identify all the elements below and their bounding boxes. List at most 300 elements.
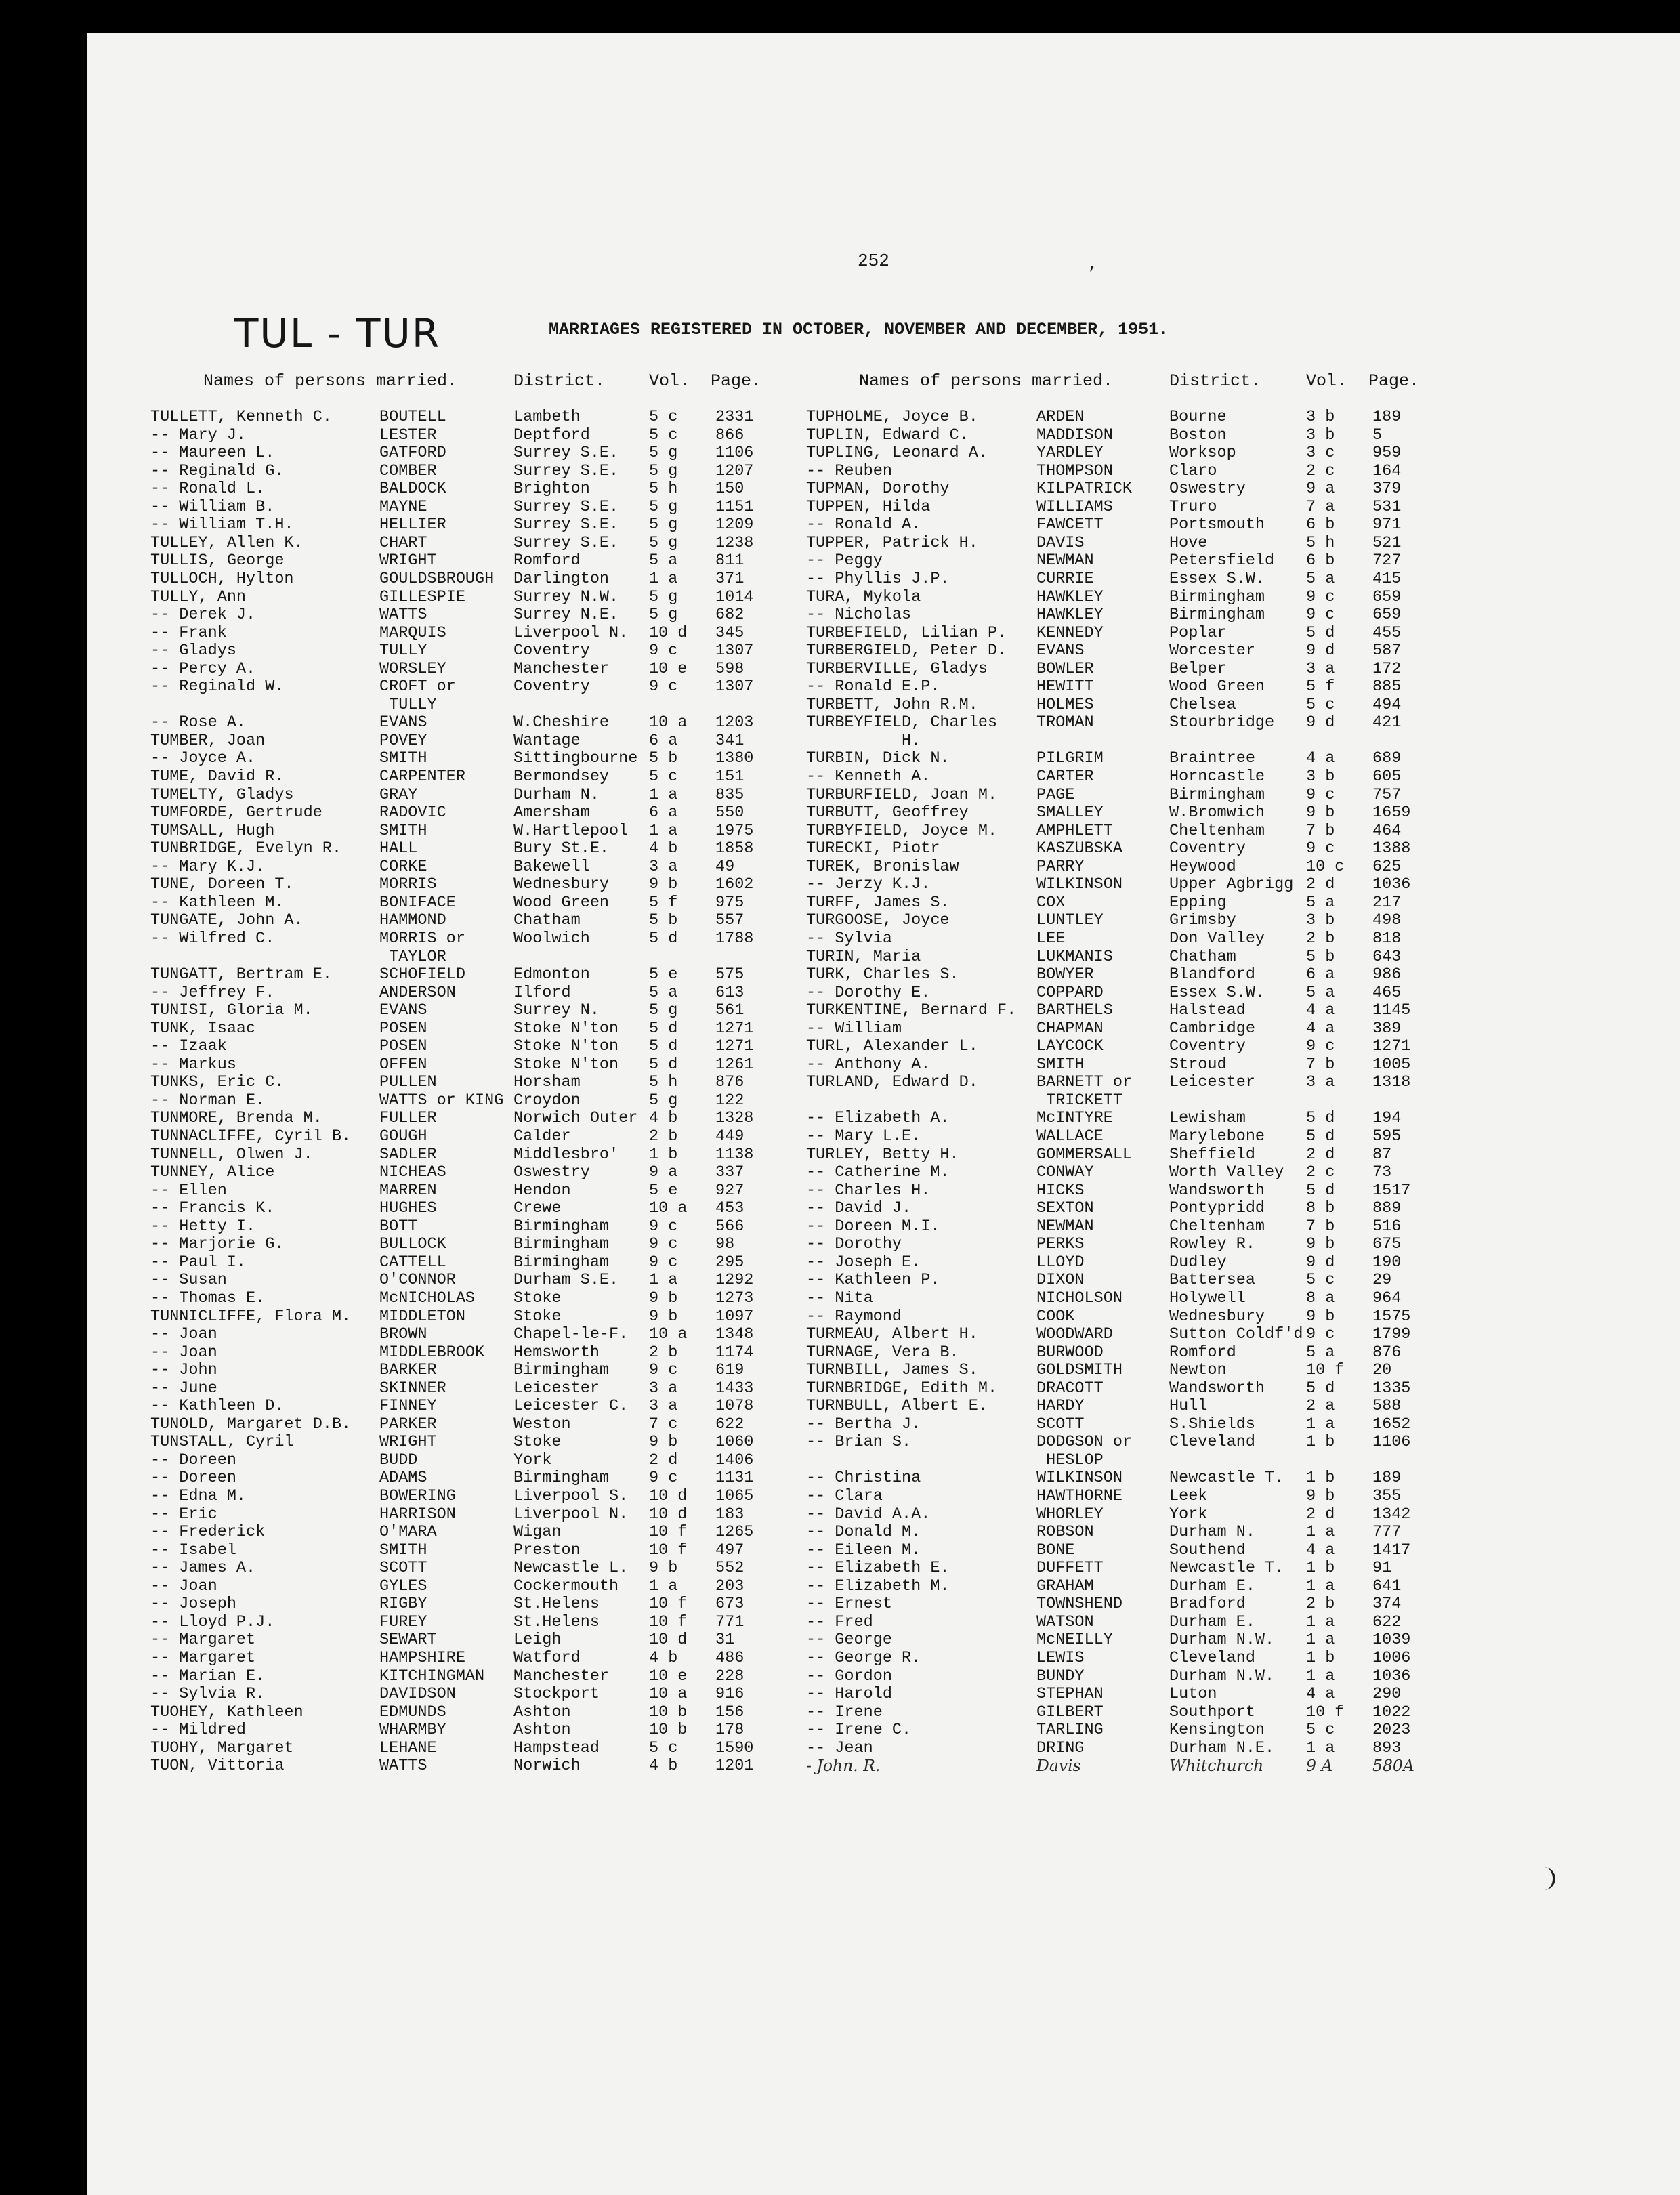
left-header-name: Names of persons married. — [203, 371, 458, 391]
entry-district: Blandford — [1169, 965, 1255, 984]
entry-volume: 10 b — [649, 1702, 688, 1721]
entry-volume: 2 d — [1306, 1505, 1335, 1524]
entry-volume: 9 d — [1306, 1253, 1335, 1272]
entry-spouse-surname: BARTHELS — [1036, 1001, 1113, 1020]
entry-name: TUON, Vittoria — [150, 1757, 285, 1776]
entry-name: -- Eric — [150, 1505, 217, 1524]
entry-page: 295 — [715, 1253, 744, 1272]
entry-spouse-surname: FULLER — [379, 1109, 437, 1128]
entry-district: Romford — [1169, 1343, 1236, 1362]
entry-spouse-surname: GILLESPIE — [379, 587, 465, 606]
entry-district: Coventry — [1169, 839, 1246, 858]
entry-page: 498 — [1372, 911, 1402, 930]
entry-spouse-surname: GATFORD — [379, 444, 446, 463]
entry-district: Coventry — [513, 642, 590, 661]
entry-spouse-surname: SMITH — [379, 749, 427, 768]
entry-page: 622 — [1372, 1612, 1402, 1631]
entry-district: Edmonton — [513, 965, 590, 984]
entry-page: 178 — [715, 1721, 744, 1740]
entry-volume: 5 h — [649, 480, 678, 499]
entry-name: TURNAGE, Vera B. — [806, 1343, 959, 1362]
entry-spouse-surname: WATTS — [379, 606, 427, 625]
entry-volume: 5 d — [1306, 1109, 1335, 1128]
entry-volume: 9 b — [649, 1433, 678, 1452]
entry-page: 916 — [715, 1685, 744, 1704]
entry-district: Birmingham — [513, 1253, 610, 1272]
entry-name: -- Kathleen D. — [150, 1397, 285, 1416]
entry-spouse-surname: MARQUIS — [379, 623, 446, 642]
entry-district: Durham E. — [1169, 1576, 1255, 1595]
entry-volume: 4 b — [649, 839, 678, 858]
entry-volume: 3 b — [1306, 768, 1335, 786]
entry-name: TULLIS, George — [150, 551, 285, 570]
entry-name: TURGOOSE, Joyce — [806, 911, 950, 930]
entry-page: 183 — [715, 1505, 744, 1524]
entry-name: -- Joyce A. — [150, 749, 256, 768]
entry-spouse-surname: DRACOTT — [1036, 1379, 1104, 1398]
entry-page: 659 — [1372, 587, 1402, 606]
entry-spouse-surname: MARREN — [379, 1181, 437, 1200]
entry-volume: 5 d — [649, 929, 678, 948]
entry-district: Surrey S.E. — [513, 461, 619, 480]
entry-page: 337 — [715, 1163, 744, 1182]
entry-name: -- Mary L.E. — [806, 1127, 921, 1146]
entry-name: TURNBRIDGE, Edith M. — [806, 1379, 998, 1398]
entry-district: Dudley — [1169, 1253, 1227, 1272]
entry-district: Cleveland — [1169, 1433, 1255, 1452]
entry-page: 727 — [1372, 551, 1402, 570]
entry-name: -- John — [150, 1361, 217, 1380]
entry-name: -- Joan — [150, 1343, 217, 1362]
entry-volume: 5 a — [1306, 569, 1335, 588]
entry-name: -- Ronald L. — [150, 480, 266, 499]
entry-district: W.Bromwich — [1169, 803, 1265, 822]
entry-spouse-surname: BULLOCK — [379, 1235, 446, 1254]
entry-page: 557 — [715, 911, 744, 930]
entry-page: 598 — [715, 659, 744, 678]
entry-page: 1106 — [715, 444, 754, 463]
entry-district: Norwich Outer — [513, 1109, 638, 1128]
entry-name: -- Reginald G. — [150, 461, 285, 480]
entry-name: -- Catherine M. — [806, 1163, 950, 1182]
entry-page: 1307 — [715, 642, 754, 661]
entry-name: -- Fred — [806, 1612, 873, 1631]
entry-spouse-surname: GOLDSMITH — [1036, 1361, 1122, 1380]
entry-name: TUNGATT, Bertram E. — [150, 965, 332, 984]
entry-district: Ashton — [513, 1721, 571, 1740]
entry-volume: 9 c — [1306, 606, 1335, 625]
entry-district: Halstead — [1169, 1001, 1246, 1020]
entry-page: 1151 — [715, 497, 754, 516]
index-initials: TUL - TUR — [234, 310, 441, 356]
entry-name: TUME, David R. — [150, 768, 285, 786]
entry-spouse-surname: SMITH — [379, 1541, 427, 1560]
entry-volume: 10 f — [649, 1523, 688, 1542]
entry-page: 550 — [715, 803, 744, 822]
entry-name: -- Doreen M.I. — [806, 1217, 940, 1236]
entry-page: 156 — [715, 1702, 744, 1721]
entry-name: -- Dorothy E. — [806, 983, 931, 1002]
entry-page: 164 — [1372, 461, 1402, 480]
left-header-page: Page. — [711, 371, 762, 391]
entry-spouse-surname: BONIFACE — [379, 893, 456, 912]
entry-page: 1406 — [715, 1450, 754, 1469]
entry-spouse-surname: NEWMAN — [1036, 551, 1094, 570]
entry-name: -- Nicholas — [806, 606, 912, 625]
entry-page: 150 — [715, 480, 744, 499]
entry-spouse-surname: STEPHAN — [1036, 1685, 1104, 1704]
entry-district: Watford — [513, 1648, 581, 1667]
entry-name: TURIN, Maria — [806, 947, 921, 966]
entry-district: St.Helens — [513, 1612, 600, 1631]
entry-volume: 5 h — [649, 1073, 678, 1092]
entry-spouse-surname: GOULDSBROUGH — [379, 569, 495, 588]
entry-page: 580A — [1372, 1756, 1414, 1776]
entry-name: TUNMORE, Brenda M. — [150, 1109, 322, 1128]
entry-name: -- Bertha J. — [806, 1415, 921, 1434]
entry-spouse-surname: BOWLER — [1036, 659, 1094, 678]
entry-spouse-surname: KENNEDY — [1036, 623, 1104, 642]
entry-district: Bury St.E. — [513, 839, 610, 858]
entry-spouse-surname: SMALLEY — [1036, 803, 1104, 822]
entry-page: 1203 — [715, 713, 754, 732]
entry-spouse-surname: EVANS — [1036, 642, 1085, 661]
entry-name: -- Markus — [150, 1055, 236, 1074]
entry-district: Durham N. — [513, 785, 600, 804]
entry-spouse-surname: TAYLOR — [379, 947, 446, 966]
entry-spouse-surname: PAGE — [1036, 785, 1075, 804]
entry-volume: 2 d — [1306, 875, 1335, 894]
entry-page: 1659 — [1372, 803, 1411, 822]
entry-page: 1271 — [715, 1019, 754, 1038]
entry-name: -- Margaret — [150, 1648, 256, 1667]
entry-page: 189 — [1372, 408, 1402, 426]
entry-name: -- Mildred — [150, 1721, 247, 1740]
entry-page: 1078 — [715, 1397, 754, 1416]
entry-district: Stoke — [513, 1289, 562, 1308]
entry-page: 1575 — [1372, 1307, 1411, 1326]
entry-spouse-surname: SADLER — [379, 1145, 437, 1164]
entry-name: -- Frederick — [150, 1523, 266, 1542]
entry-spouse-surname: KILPATRICK — [1036, 480, 1133, 499]
entry-spouse-surname: O'CONNOR — [379, 1271, 456, 1290]
entry-district: Durham S.E. — [513, 1271, 619, 1290]
entry-name: -- Nita — [806, 1289, 873, 1308]
entry-district: Grimsby — [1169, 911, 1236, 930]
entry-volume: 9 b — [1306, 1307, 1335, 1326]
margin-mark — [1540, 1867, 1555, 1890]
entry-page: 453 — [715, 1199, 744, 1218]
entry-name: - John. R. — [806, 1756, 881, 1776]
entry-district: Stoke N'ton — [513, 1019, 619, 1038]
entry-district: Birmingham — [1169, 587, 1265, 606]
entry-page: 964 — [1372, 1289, 1402, 1308]
entry-spouse-surname: HAMPSHIRE — [379, 1648, 465, 1667]
entry-page: 1590 — [715, 1738, 754, 1757]
entry-spouse-surname: EVANS — [379, 1001, 427, 1020]
entry-page: 587 — [1372, 642, 1402, 661]
entry-district: Wednesbury — [513, 875, 610, 894]
entry-name: TURA, Mykola — [806, 587, 921, 606]
entry-spouse-surname: BOWYER — [1036, 965, 1094, 984]
entry-name: TUMELTY, Gladys — [150, 785, 294, 804]
entry-spouse-surname: WHARMBY — [379, 1721, 446, 1740]
entry-volume: 5 d — [649, 1055, 678, 1074]
entry-name: -- Ronald A. — [806, 516, 921, 535]
entry-volume: 5 d — [1306, 1181, 1335, 1200]
entry-district: Coventry — [513, 677, 590, 696]
entry-name: -- Jerzy K.J. — [806, 875, 931, 894]
entry-name: -- Jean — [806, 1738, 873, 1757]
entry-district: Hemsworth — [513, 1343, 600, 1362]
entry-name: TURLAND, Edward D. — [806, 1073, 978, 1092]
entry-name: -- Reginald W. — [150, 677, 285, 696]
entry-district: Bakewell — [513, 857, 590, 876]
entry-volume: 3 b — [1306, 408, 1335, 426]
entry-spouse-surname: HELLIER — [379, 516, 446, 535]
entry-district: Newcastle T. — [1169, 1559, 1284, 1578]
entry-name: TUPMAN, Dorothy — [806, 480, 950, 499]
entry-volume: 10 d — [649, 1631, 688, 1650]
entry-district: Calder — [513, 1127, 571, 1146]
entry-spouse-surname: BARNETT or — [1036, 1073, 1133, 1092]
entry-page: 986 — [1372, 965, 1402, 984]
entry-name: -- Elizabeth M. — [806, 1576, 950, 1595]
entry-page: 1307 — [715, 677, 754, 696]
entry-district: Surrey N.E. — [513, 606, 619, 625]
entry-district: Boston — [1169, 425, 1227, 444]
entry-name: -- Joan — [150, 1576, 217, 1595]
entry-page: 1602 — [715, 875, 754, 894]
entry-district: Liverpool N. — [513, 1505, 629, 1524]
entry-volume: 3 a — [1306, 659, 1335, 678]
entry-page: 595 — [1372, 1127, 1402, 1146]
entry-name: -- Norman E. — [150, 1091, 266, 1110]
entry-name: -- Susan — [150, 1271, 227, 1290]
entry-name: -- Francis K. — [150, 1199, 275, 1218]
entry-volume: 9 d — [1306, 713, 1335, 732]
entry-page: 341 — [715, 731, 744, 750]
entry-page: 659 — [1372, 606, 1402, 625]
entry-page: 619 — [715, 1361, 744, 1380]
entry-name: TURMEAU, Albert H. — [806, 1325, 978, 1344]
entry-name: TURBYFIELD, Joyce M. — [806, 821, 998, 840]
entry-volume: 5 f — [1306, 677, 1335, 696]
entry-volume: 5 c — [1306, 1271, 1335, 1290]
entry-district: Cockermouth — [513, 1576, 619, 1595]
entry-district: Wigan — [513, 1523, 562, 1542]
entry-page: 465 — [1372, 983, 1402, 1002]
entry-volume: 4 a — [1306, 1685, 1335, 1704]
entry-name: TURBEYFIELD, Charles — [806, 713, 998, 732]
entry-page: 777 — [1372, 1523, 1402, 1542]
entry-page: 552 — [715, 1559, 744, 1578]
entry-volume: 1 a — [1306, 1612, 1335, 1631]
entry-page: 455 — [1372, 623, 1402, 642]
entry-page: 1039 — [1372, 1631, 1411, 1650]
entry-district: Pontypridd — [1169, 1199, 1265, 1218]
entry-page: 622 — [715, 1415, 744, 1434]
entry-spouse-surname: KITCHINGMAN — [379, 1667, 485, 1686]
entry-name: -- Doreen — [150, 1469, 236, 1488]
entry-page: 98 — [715, 1235, 735, 1254]
entry-name: -- George R. — [806, 1648, 921, 1667]
entry-spouse-surname: WRIGHT — [379, 1433, 437, 1452]
entry-volume: 9 A — [1306, 1756, 1333, 1776]
entry-volume: 9 d — [1306, 642, 1335, 661]
entry-spouse-surname: COMBER — [379, 461, 437, 480]
entry-name: -- Maureen L. — [150, 444, 275, 463]
entry-district: Wood Green — [513, 893, 610, 912]
entry-page: 516 — [1372, 1217, 1402, 1236]
entry-spouse-surname: PARRY — [1036, 857, 1085, 876]
entry-volume: 4 b — [649, 1109, 678, 1128]
entry-volume: 3 a — [649, 1397, 678, 1416]
entry-district: Crewe — [513, 1199, 562, 1218]
entry-spouse-surname: LUKMANIS — [1036, 947, 1113, 966]
entry-volume: 3 a — [649, 857, 678, 876]
entry-spouse-surname: NEWMAN — [1036, 1217, 1094, 1236]
entry-district: Brighton — [513, 480, 590, 499]
entry-page: 464 — [1372, 821, 1402, 840]
entry-spouse-surname: WILKINSON — [1036, 1469, 1122, 1488]
entry-volume: 9 c — [1306, 785, 1335, 804]
entry-district: Wednesbury — [1169, 1307, 1265, 1326]
entry-name: TURK, Charles S. — [806, 965, 959, 984]
entry-volume: 5 g — [649, 461, 678, 480]
entry-name: -- Frank — [150, 623, 227, 642]
entry-page: 625 — [1372, 857, 1402, 876]
entry-volume: 10 e — [649, 1667, 688, 1686]
entry-page: 1380 — [715, 749, 754, 768]
entry-name: -- Lloyd P.J. — [150, 1612, 275, 1631]
entry-district: Weston — [513, 1415, 571, 1434]
entry-district: Southport — [1169, 1702, 1255, 1721]
entry-volume: 2 c — [1306, 1163, 1335, 1182]
entry-district: Don Valley — [1169, 929, 1265, 948]
entry-name: TUOHY, Margaret — [150, 1738, 294, 1757]
entry-page: 1014 — [715, 587, 754, 606]
entry-district: Birmingham — [513, 1235, 610, 1254]
entry-page: 1036 — [1372, 875, 1411, 894]
entry-page: 682 — [715, 606, 744, 625]
entry-page: 151 — [715, 768, 744, 786]
entry-district: Horsham — [513, 1073, 581, 1092]
entry-spouse-surname: WILKINSON — [1036, 875, 1122, 894]
entry-volume: 4 a — [1306, 1019, 1335, 1038]
entry-volume: 1 a — [649, 785, 678, 804]
entry-name: -- Brian S. — [806, 1433, 912, 1452]
entry-page: 20 — [1372, 1361, 1392, 1380]
entry-name: -- Irene — [806, 1702, 883, 1721]
entry-volume: 9 b — [1306, 1235, 1335, 1254]
entry-spouse-surname: OFFEN — [379, 1055, 427, 1074]
entry-name: TURBERGIELD, Peter D. — [806, 642, 1007, 661]
entry-page: 1145 — [1372, 1001, 1411, 1020]
entry-name: -- Phyllis J.P. — [806, 569, 950, 588]
entry-volume: 6 b — [1306, 516, 1335, 535]
entry-page: 673 — [715, 1595, 744, 1614]
entry-spouse-surname: EDMUNDS — [379, 1702, 446, 1721]
entry-volume: 5 g — [649, 1001, 678, 1020]
entry-page: 1265 — [715, 1523, 754, 1542]
entry-district: Cleveland — [1169, 1648, 1255, 1667]
entry-volume: 9 b — [649, 875, 678, 894]
entry-page: 818 — [1372, 929, 1402, 948]
entry-spouse-surname: POVEY — [379, 731, 427, 750]
entry-name: -- Kathleen M. — [150, 893, 285, 912]
entry-name: TUNNICLIFFE, Flora M. — [150, 1307, 352, 1326]
entry-spouse-surname: POSEN — [379, 1037, 427, 1056]
entry-spouse-surname: MIDDLETON — [379, 1307, 465, 1326]
entry-name: -- George — [806, 1631, 892, 1650]
entry-volume: 5 a — [649, 551, 678, 570]
entry-name: TUNNELL, Olwen J. — [150, 1145, 313, 1164]
entry-page: 975 — [715, 893, 744, 912]
entry-spouse-surname: DRING — [1036, 1738, 1085, 1757]
entry-spouse-surname: DAVIS — [1036, 533, 1085, 552]
entry-page: 122 — [715, 1091, 744, 1110]
entry-page: 1273 — [715, 1289, 754, 1308]
entry-district: Newcastle L. — [513, 1559, 629, 1578]
entry-district: Worksop — [1169, 444, 1236, 463]
entry-district: Romford — [513, 551, 581, 570]
entry-spouse-surname: CHAPMAN — [1036, 1019, 1104, 1038]
entry-volume: 10 f — [649, 1612, 688, 1631]
entry-page: 1036 — [1372, 1667, 1411, 1686]
entry-name: TURBEFIELD, Lilian P. — [806, 623, 1007, 642]
entry-volume: 7 b — [1306, 821, 1335, 840]
entry-volume: 5 c — [649, 425, 678, 444]
entry-spouse-surname: HICKS — [1036, 1181, 1085, 1200]
entry-page: 927 — [715, 1181, 744, 1200]
entry-page: 345 — [715, 623, 744, 642]
entry-page: 1106 — [1372, 1433, 1411, 1452]
entry-name: -- Elizabeth E. — [806, 1559, 950, 1578]
entry-page: 1065 — [715, 1487, 754, 1505]
entry-page: 1975 — [715, 821, 754, 840]
entry-spouse-surname: PULLEN — [379, 1073, 437, 1092]
entry-name: -- Edna M. — [150, 1487, 247, 1505]
entry-district: Hendon — [513, 1181, 571, 1200]
entry-spouse-surname: McINTYRE — [1036, 1109, 1113, 1128]
entry-spouse-surname: TROMAN — [1036, 713, 1094, 732]
entry-page: 757 — [1372, 785, 1402, 804]
register-page — [87, 33, 1680, 2195]
entry-volume: 9 c — [1306, 1037, 1335, 1056]
entry-spouse-surname: LUNTLEY — [1036, 911, 1104, 930]
entry-spouse-surname: FINNEY — [379, 1397, 437, 1416]
entry-name: -- Ernest — [806, 1595, 892, 1614]
entry-name: TUNKS, Eric C. — [150, 1073, 285, 1092]
entry-volume: 7 a — [1306, 497, 1335, 516]
entry-name: -- Ronald E.P. — [806, 677, 940, 696]
entry-district: Preston — [513, 1541, 581, 1560]
entry-spouse-surname: SCHOFIELD — [379, 965, 465, 984]
entry-spouse-surname: SCOTT — [1036, 1415, 1085, 1434]
entry-volume: 5 a — [1306, 983, 1335, 1002]
entry-page: 971 — [1372, 516, 1402, 535]
entry-district: Hove — [1169, 533, 1208, 552]
entry-spouse-surname: TOWNSHEND — [1036, 1595, 1122, 1614]
entry-spouse-surname: SMITH — [1036, 1055, 1085, 1074]
entry-spouse-surname: FAWCETT — [1036, 516, 1104, 535]
entry-spouse-surname: TRICKETT — [1036, 1091, 1122, 1110]
entry-volume: 9 b — [649, 1559, 678, 1578]
entry-district: Birmingham — [1169, 785, 1265, 804]
entry-spouse-surname: MORRIS or — [379, 929, 465, 948]
entry-name: TUPHOLME, Joyce B. — [806, 408, 978, 426]
